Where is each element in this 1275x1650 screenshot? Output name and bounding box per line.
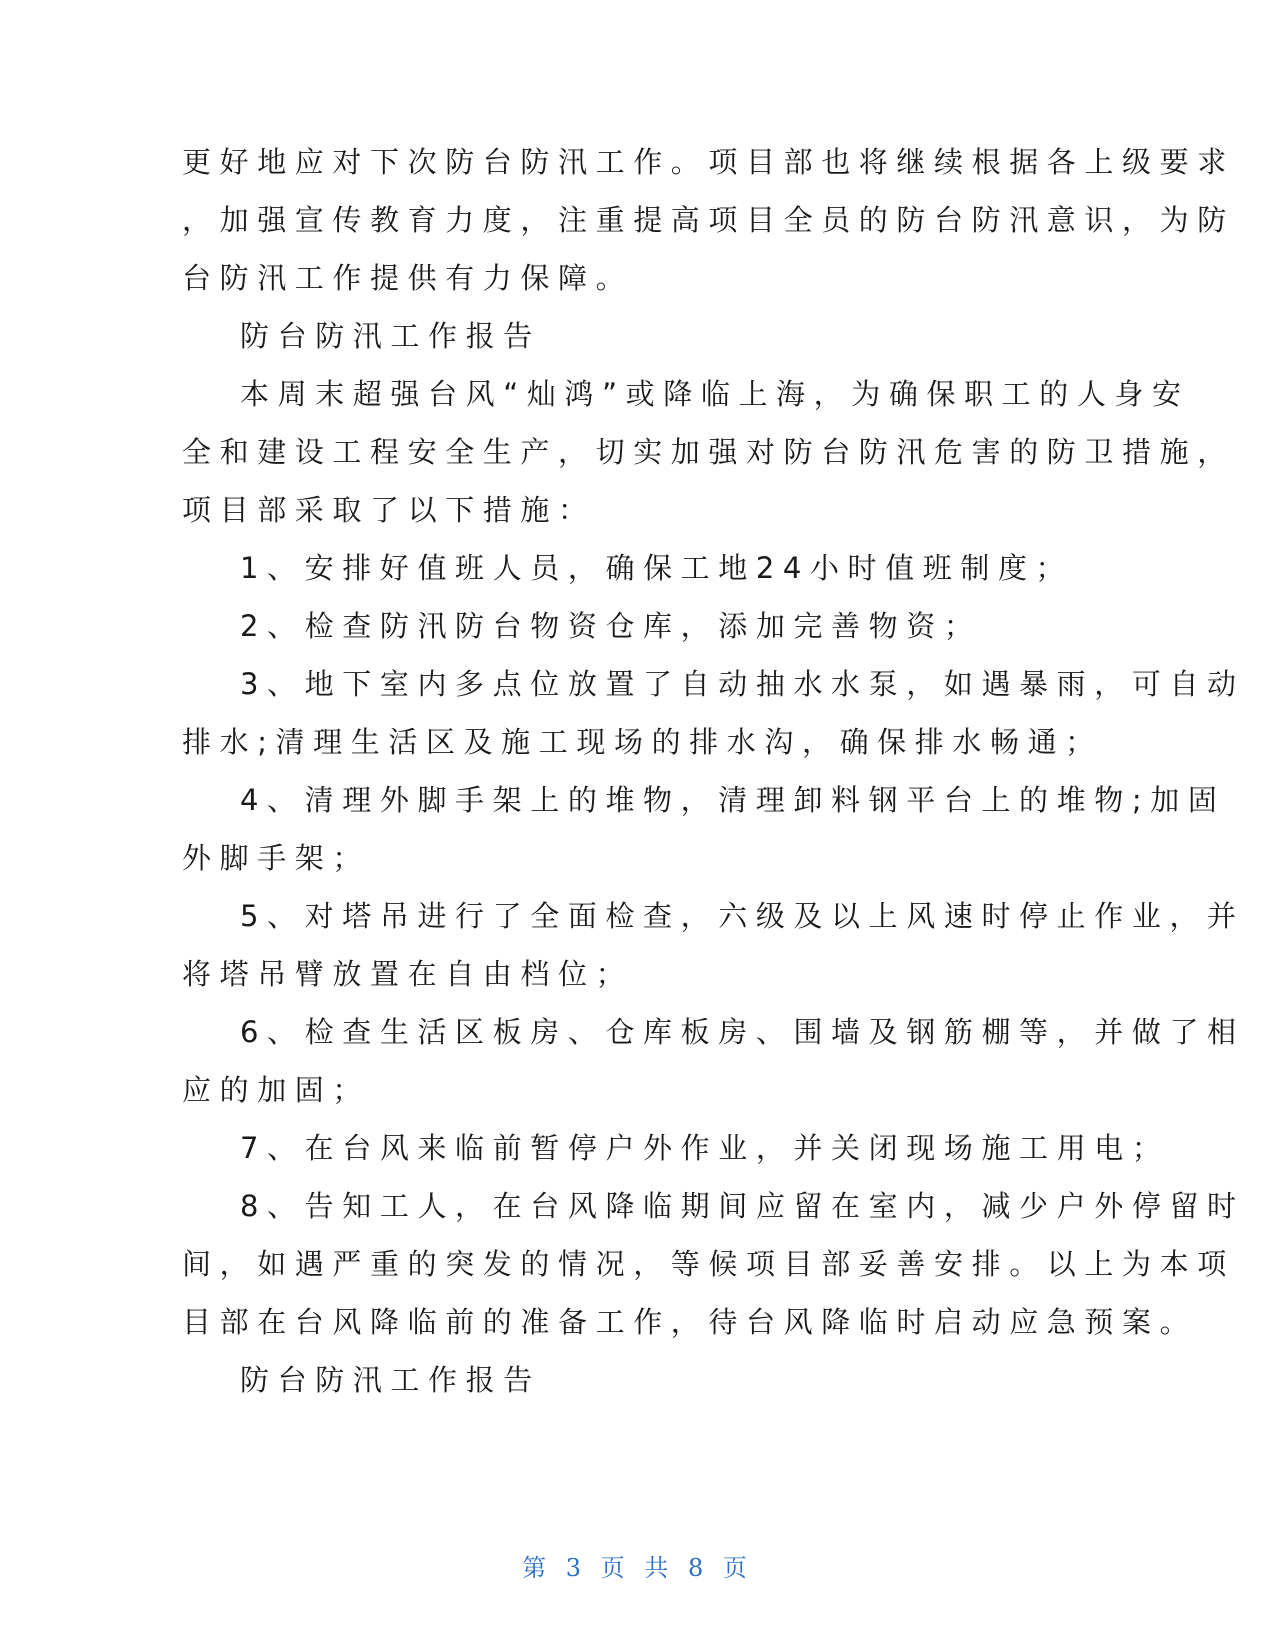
text-line: 更好地应对下次防台防汛工作。项目部也将继续根据各上级要求 xyxy=(182,145,1235,179)
text-line: 项目部采取了以下措施： xyxy=(182,493,596,527)
list-item-continuation: 应的加固； xyxy=(182,1073,371,1107)
list-item: 8、告知工人，在台风降临期间应留在室内，减少户外停留时 xyxy=(240,1189,1245,1223)
section-heading: 防台防汛工作报告 xyxy=(240,319,541,353)
list-item: 5、对塔吊进行了全面检查，六级及以上风速时停止作业，并 xyxy=(240,899,1245,933)
list-item: 7、在台风来临前暂停户外作业，并关闭现场施工用电； xyxy=(240,1131,1170,1165)
list-item: 4、清理外脚手架上的堆物，清理卸料钢平台上的堆物;加固 xyxy=(240,783,1226,817)
text-line: 全和建设工程安全生产，切实加强对防台防汛危害的防卫措施， xyxy=(182,435,1235,469)
list-item: 2、检查防汛防台物资仓库，添加完善物资； xyxy=(240,609,982,643)
text-line: ，加强宣传教育力度，注重提高项目全员的防台防汛意识，为防 xyxy=(182,203,1235,237)
list-item-continuation: 目部在台风降临前的准备工作，待台风降临时启动应急预案。 xyxy=(182,1305,1198,1339)
list-item-continuation: 将塔吊臂放置在自由档位； xyxy=(182,957,634,991)
list-item: 6、检查生活区板房、仓库板房、围墙及钢筋棚等，并做了相 xyxy=(240,1015,1245,1049)
section-heading: 防台防汛工作报告 xyxy=(240,1363,541,1397)
text-line: 台防汛工作提供有力保障。 xyxy=(182,261,634,295)
list-item: 3、地下室内多点位放置了自动抽水水泵，如遇暴雨，可自动 xyxy=(240,667,1245,701)
list-item: 1、安排好值班人员，确保工地24小时值班制度； xyxy=(240,551,1074,585)
list-item-continuation: 排水;清理生活区及施工现场的排水沟，确保排水畅通； xyxy=(182,725,1103,759)
list-item-continuation: 外脚手架； xyxy=(182,841,371,875)
list-item-continuation: 间，如遇严重的突发的情况，等候项目部妥善安排。以上为本项 xyxy=(182,1247,1235,1281)
page-number-footer: 第 3 页 共 8 页 xyxy=(522,1554,753,1582)
text-line: 本周末超强台风“灿鸿”或降临上海，为确保职工的人身安 xyxy=(240,377,1190,411)
